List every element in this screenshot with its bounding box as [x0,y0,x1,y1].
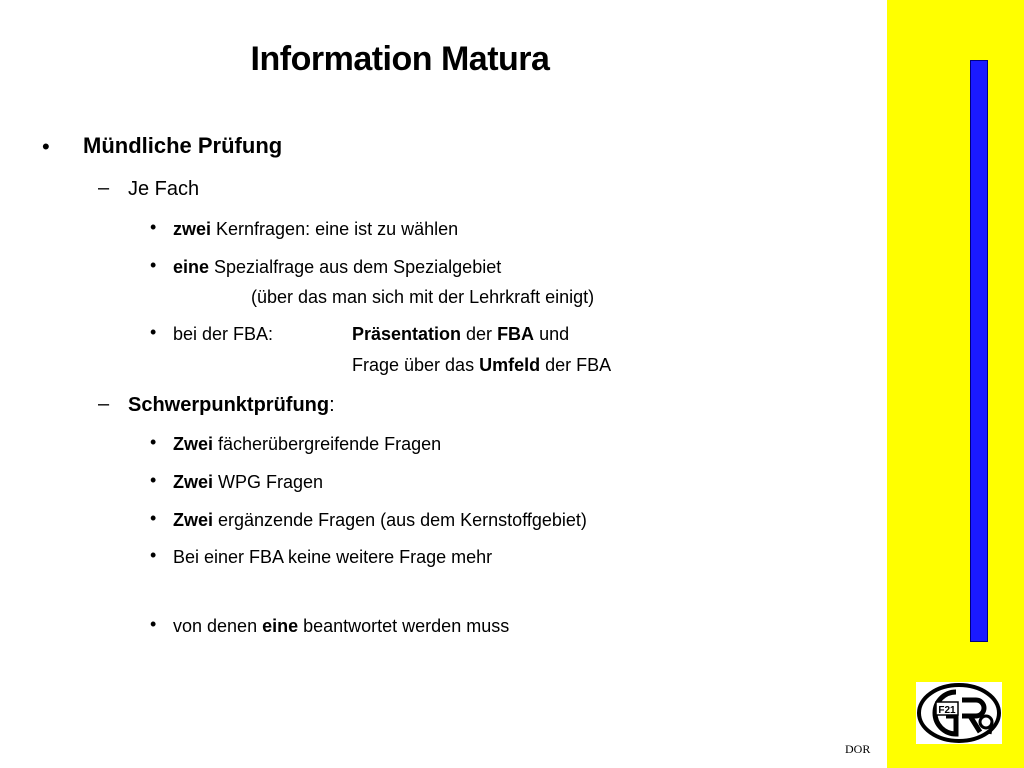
bold-text: Schwerpunktprüfung [128,394,330,416]
bullet-icon: • [42,134,50,159]
item-text: WPG Fragen [213,472,324,492]
list-item-eine-spezialfrage [173,255,501,279]
dash-icon: – [98,393,110,415]
bullet-icon: • [150,545,157,565]
dash-icon: – [98,177,110,199]
item-text: von denen [173,616,263,636]
item-text: der [461,324,498,344]
bold-text: eine [173,257,210,277]
bullet-icon: • [150,470,157,490]
bullet-icon: • [150,432,157,452]
page-title: Information Matura [250,40,550,78]
item-text: fächerübergreifende Fragen [213,434,442,454]
list-item-zwei-faecheruebergreifend [173,432,441,456]
logo-text: F21 [938,705,956,716]
fba-line-2 [352,353,611,377]
bold-text: Umfeld [479,355,541,375]
item-text: : [329,394,335,416]
bold-text: Präsentation [352,324,462,344]
side-bar-decoration [970,60,988,642]
bold-text: zwei [173,219,212,239]
heading-muendliche-pruefung [83,134,282,158]
item-text: der FBA [540,355,612,375]
schwerpunkt-heading [128,393,335,417]
list-item-zwei-kernfragen [173,217,458,241]
bullet-icon: • [150,322,157,342]
list-item-eine-subtext: (über das man sich mit der Lehrkraft einigt) [251,287,595,307]
item-text: Frage über das [352,355,480,375]
fba-line-1 [352,322,569,346]
bullet-icon: • [150,614,157,634]
bold-text: FBA [497,324,535,344]
bold-text: Zwei [173,472,214,492]
list-item-zwei-wpg [173,470,323,494]
bold-text: Zwei [173,510,214,530]
item-text: und [534,324,570,344]
item-text: Kernfragen: eine ist zu wählen [211,219,459,239]
list-item-zwei-ergaenzend [173,508,587,532]
list-item-von-denen [173,614,509,638]
bold-text: eine [262,616,299,636]
footer-author: DOR [845,742,871,756]
item-text: ergänzende Fragen (aus dem Kernstoffgebiet) [213,510,587,530]
heading-text: Mündliche Prüfung [83,133,283,158]
bullet-icon: • [150,217,157,237]
side-panel [887,0,1024,768]
item-text: Spezialfrage aus dem Spezialgebiet [209,257,502,277]
list-item-fba-keine-frage: Bei einer FBA keine weitere Frage mehr [173,547,493,567]
bold-text: Zwei [173,434,214,454]
bullet-icon: • [150,255,157,275]
bullet-icon: • [150,508,157,528]
fba-label: bei der FBA: [173,324,274,344]
item-text: beantwortet werden muss [298,616,510,636]
je-fach-label: Je Fach [128,178,200,200]
school-logo-icon [916,682,1002,744]
